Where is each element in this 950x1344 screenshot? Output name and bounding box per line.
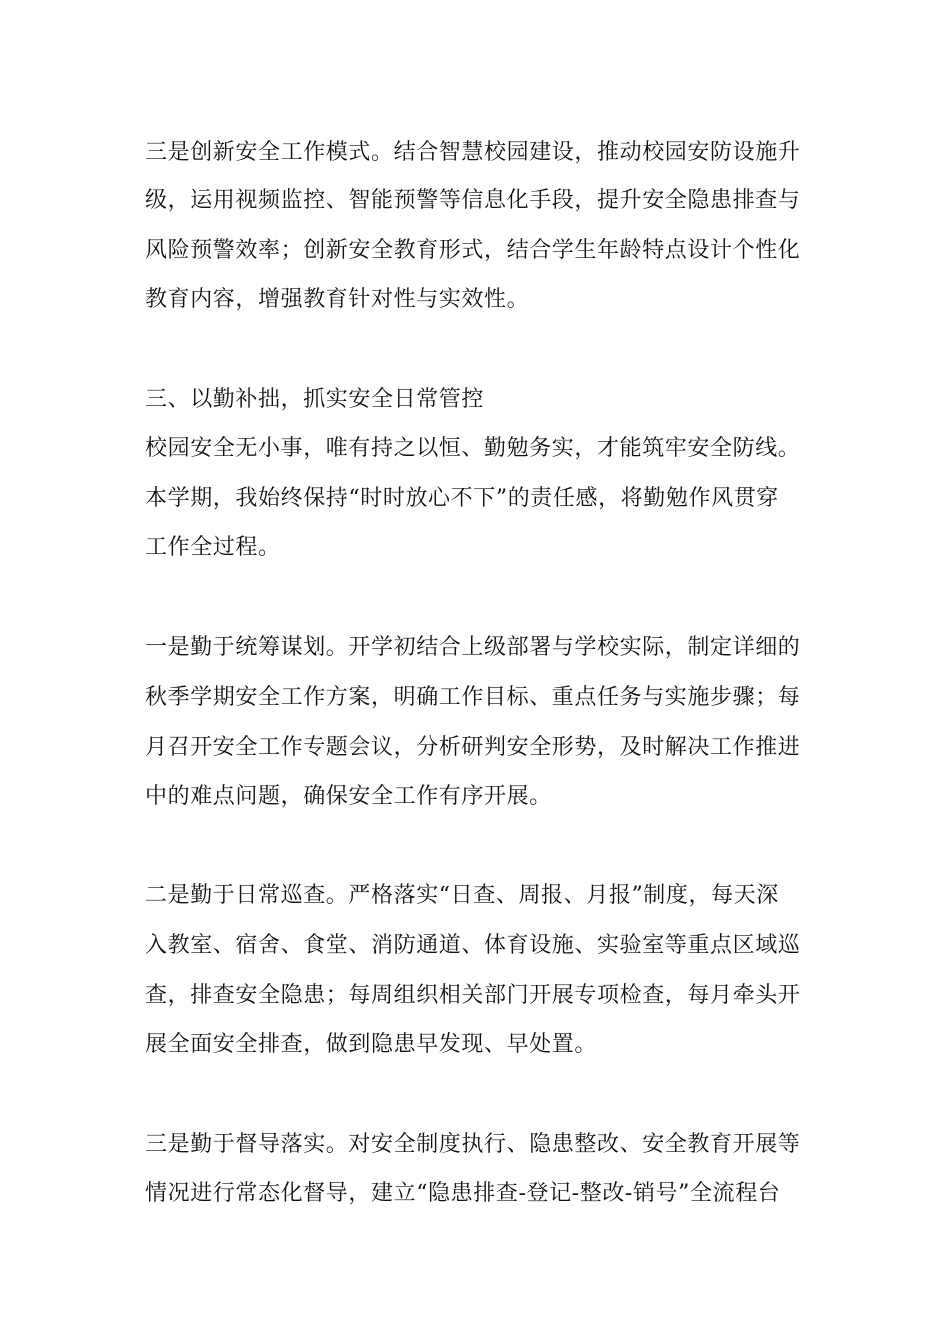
section-heading: 三、以勤补拙，抓实安全日常管控: [145, 387, 485, 412]
text-line: 三是创新安全工作模式。结合智慧校园建设，推动校园安防设施升: [145, 140, 801, 165]
text-line: 三是勤于督导落实。对安全制度执行、隐患整改、安全教育开展等: [145, 1132, 801, 1157]
text-line: 展全面安全排查，做到隐患早发现、早处置。: [145, 1032, 598, 1057]
text-line: 级，运用视频监控、智能预警等信息化手段，提升安全隐患排查与: [145, 188, 801, 213]
text-line: 月召开安全工作专题会议，分析研判安全形势，及时解决工作推进: [145, 735, 801, 760]
text-line: 工作全过程。: [145, 535, 281, 560]
text-line: 查，排查安全隐患；每周组织相关部门开展专项检查，每月牵头开: [145, 983, 801, 1008]
text-line: 入教室、宿舍、食堂、消防通道、体育设施、实验室等重点区域巡: [145, 933, 801, 958]
text-line: 秋季学期安全工作方案，明确工作目标、重点任务与实施步骤；每: [145, 685, 801, 710]
text-line: 校园安全无小事，唯有持之以恒、勤勉务实，才能筑牢安全防线。: [145, 436, 801, 461]
text-line: 二是勤于日常巡查。严格落实“日查、周报、月报”制度，每天深: [145, 883, 779, 908]
text-line: 本学期，我始终保持“时时放心不下”的责任感，将勤勉作风贯穿: [145, 486, 779, 511]
text-line: 中的难点问题，确保安全工作有序开展。: [145, 784, 552, 809]
text-line: 风险预警效率；创新安全教育形式，结合学生年龄特点设计个性化: [145, 238, 801, 263]
text-line: 情况进行常态化督导，建立“隐患排查-登记-整改-销号”全流程台: [145, 1181, 781, 1206]
text-line: 教育内容，增强教育针对性与实效性。: [145, 287, 530, 312]
text-line: 一是勤于统筹谋划。开学初结合上级部署与学校实际，制定详细的: [145, 635, 801, 660]
